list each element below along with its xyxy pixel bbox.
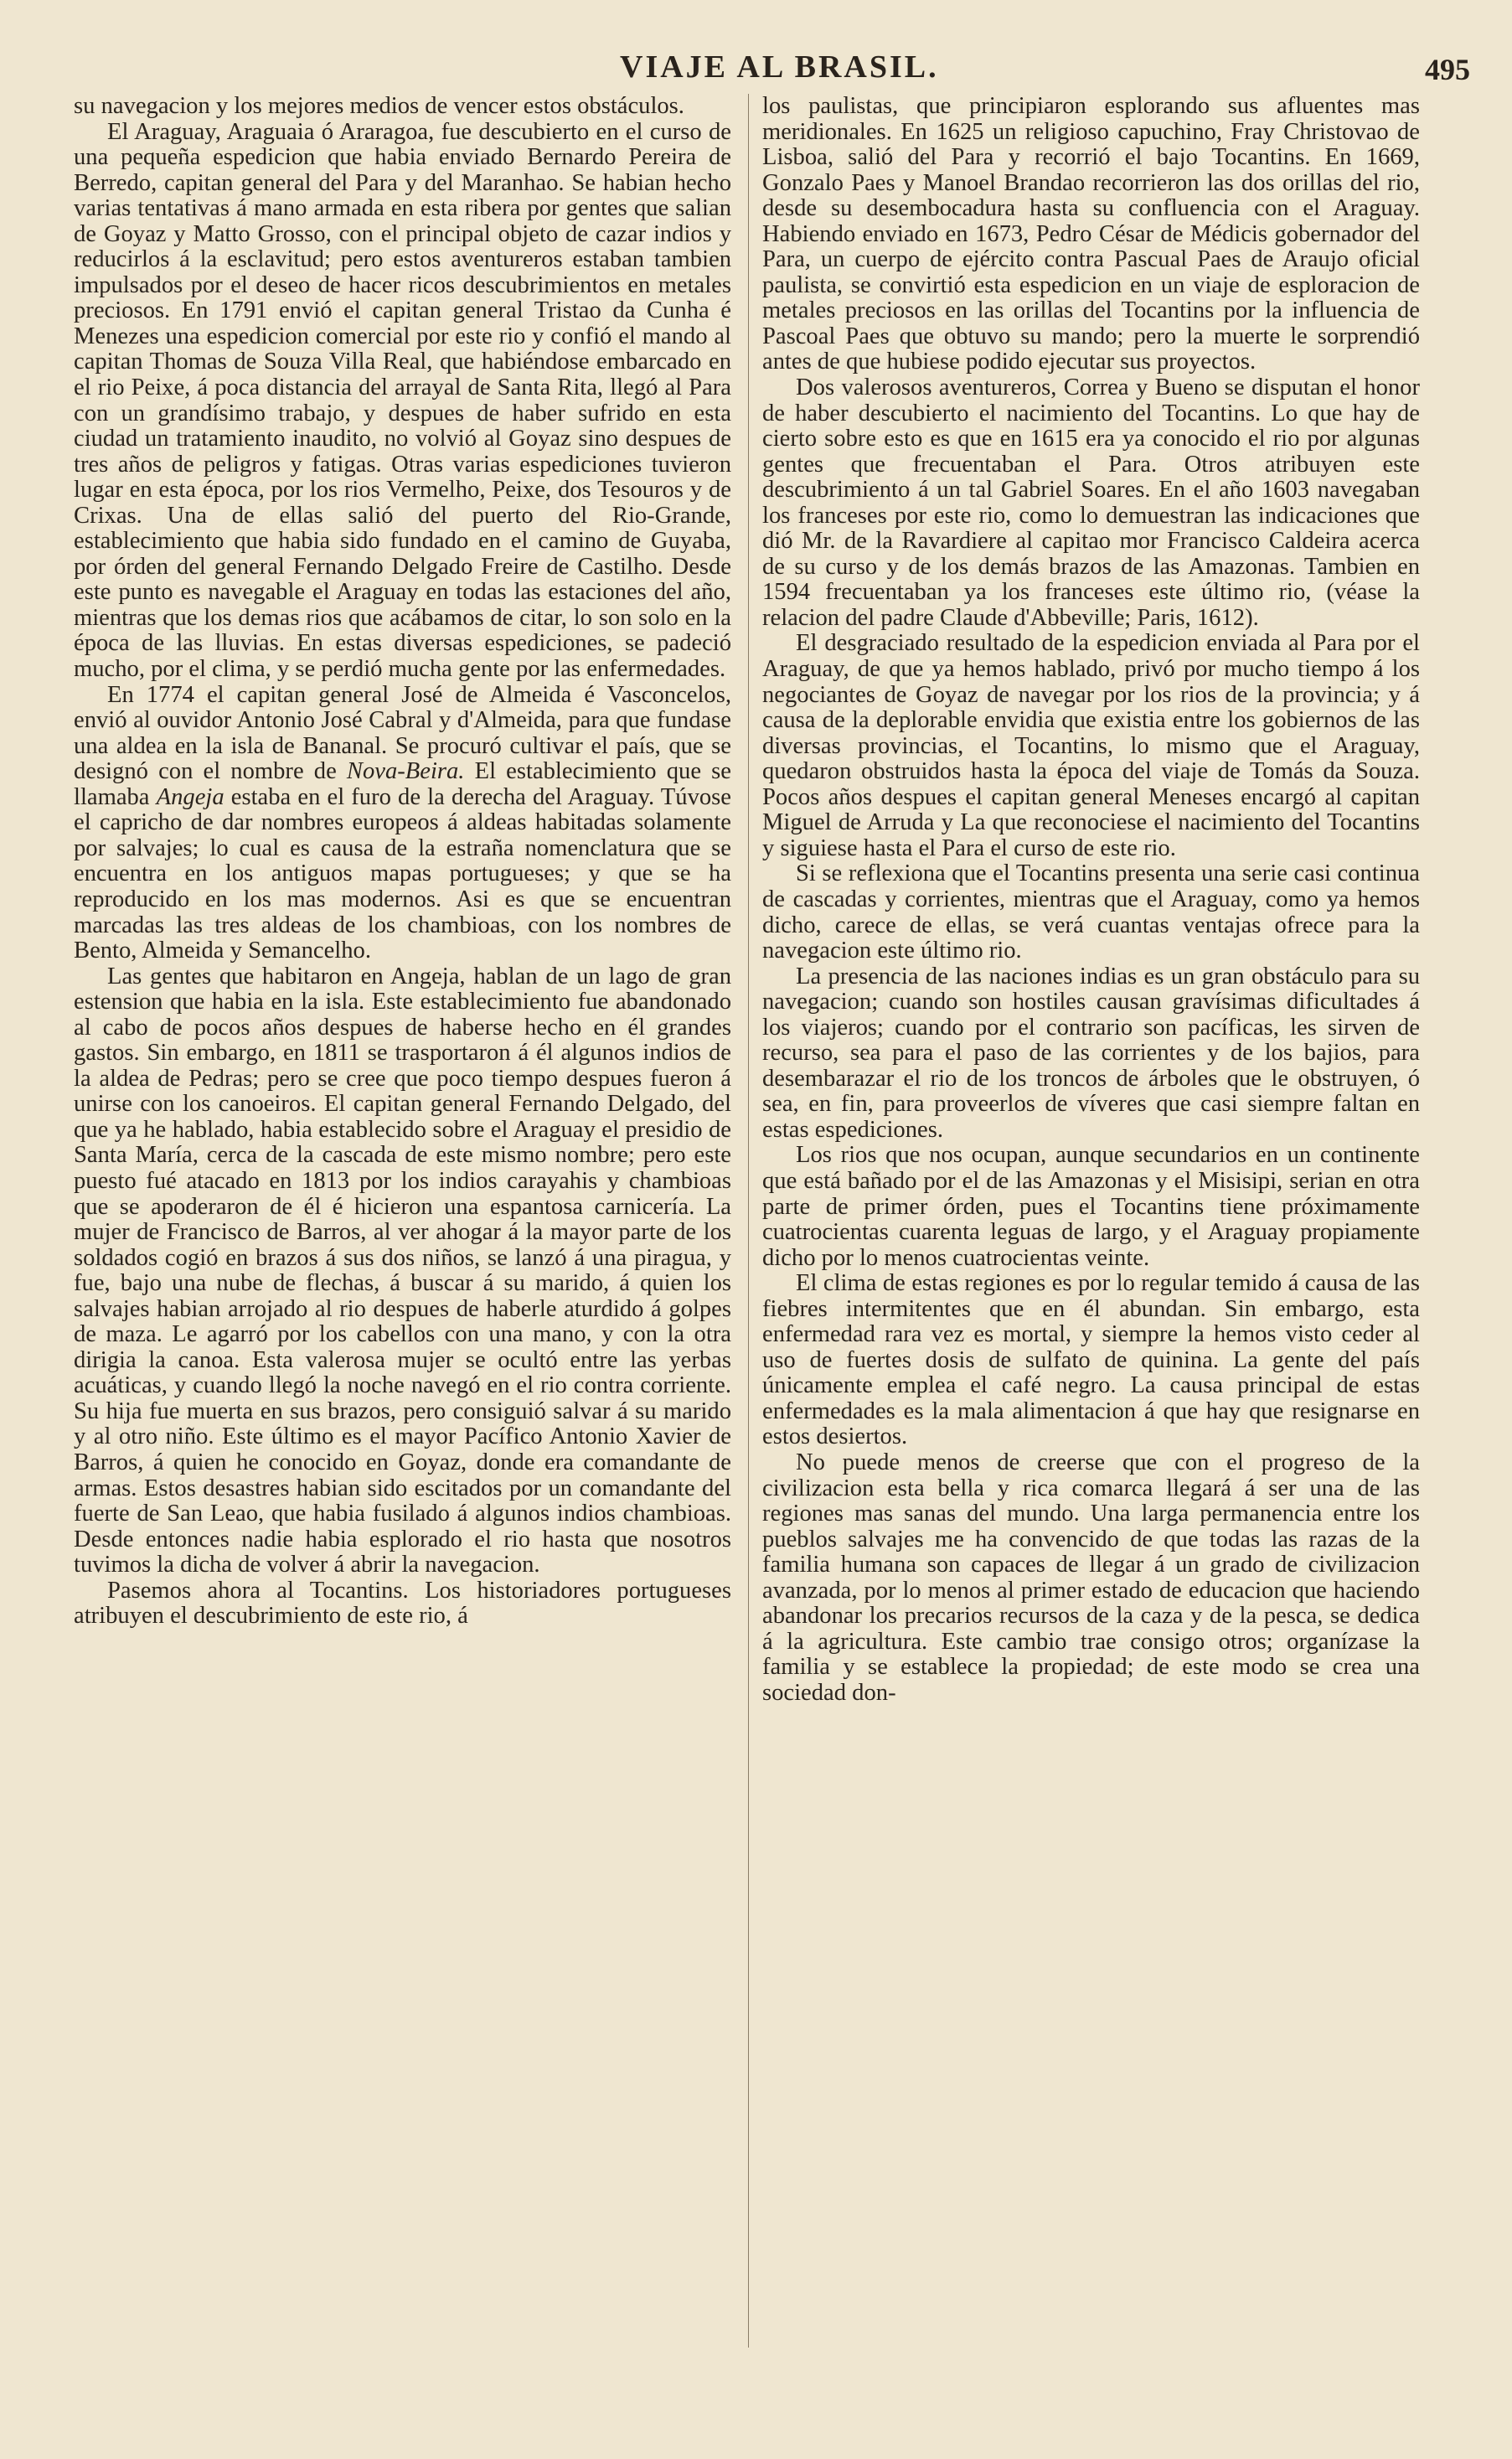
paragraph: Las gentes que habitaron en Angeja, hablan de un lago de gran estension que habia en la isla. Este establecimiento fue abandonado al cabo de pocos años despues de haberse hecho en él grandes gastos. Sin embargo, en 1811 se trasportaron á él algunos indios de la aldea de Pedras; pero se cree que poco tiempo despues fueron á unirse con los canoeiros. El capitan general Fernando Delgado, del que ya he hablado, habia establecido sobre el Araguay el presidio de Santa María, cerca de la cascada de este mismo nombre; pero este puesto fué atacado en 1813 por los indios carayahis y chambioas que se apoderaron de él é hicieron una espantosa carnicería. La mujer de Francisco de Barros, al ver ahogar á la mayor parte de los soldados cogió en brazos á sus dos niños, se lanzó á una piragua, y fue, bajo una nube de flechas, á buscar á su marido, á quien los salvajes habian arrojado al rio despues de haberle aturdido á golpes de maza. Le agarró por los cabellos con una mano, y con la otra dirigia la canoa. Esta valerosa mujer se ocultó entre las yerbas acuáticas, y cuando llegó la noche navegó en el rio contra corriente. Su hija fue muerta en sus brazos, pero consiguió salvar á su marido y al otro niño. Este último es el mayor Pacífico Antonio Xavier de Barros, á quien he conocido en Goyaz, donde era comandante de armas. Estos desastres habian sido escitados por un comandante del fuerte de San Leao, que habia fusilado á algunos indios chambioas. Desde entonces nadie habia esplorado el rio hasta que nosotros tuvimos la dicha de volver á abrir la navegacion. bbox=[74, 963, 731, 1578]
column-divider bbox=[748, 94, 749, 2348]
paragraph: Los rios que nos ocupan, aunque secundarios en un continente que está bañado por el de las Amazonas y el Misisipi, serian en otra parte de primer órden, pues el Tocantins tiene próximamente cuatrocientas cuarenta leguas de largo, y el Araguay propiamente dicho por lo menos cuatrocientas veinte. bbox=[762, 1142, 1420, 1271]
paragraph: Si se reflexiona que el Tocantins presenta una serie casi continua de cascadas y corrientes, mientras que el Araguay, como ya hemos dicho, carece de ellas, se verá cuantas ventajas ofrece para la navegacion este último rio. bbox=[762, 860, 1420, 964]
paragraph-text: El establecimiento que se llamaba bbox=[74, 758, 731, 810]
left-column bbox=[74, 94, 731, 1630]
page-number: 495 bbox=[1425, 53, 1470, 86]
paragraph-text: estaba en el furo de la derecha del Araguay. Túvose el capricho de dar nombres europeos á aldeas habitadas solamente por salvajes; lo cual es causa de la estraña nomenclatura que se encuentra en los antiguos mapas portugueses; y que se ha reproducido en los mas modernos. Asi es que se encuentran marcadas las tres aldeas de los chambioas, con los nombres de Bento, Almeida y Semancelho. bbox=[74, 783, 731, 964]
right-column bbox=[762, 94, 1420, 1706]
paragraph bbox=[74, 683, 731, 964]
paragraph: El Araguay, Araguaia ó Araragoa, fue descubierto en el curso de una pequeña espedicion que habia enviado Bernardo Pereira de Berredo, capitan general del Para y del Maranhao. Se habian hecho varias tentativas á mano armada en esta ribera por gentes que salian de Goyaz y Matto Grosso, con el principal objeto de cazar indios y reducirlos á la esclavitud; pero estos aventureros estaban tambien impulsados por el deseo de hacer ricos descubrimientos en metales preciosos. En 1791 envió el capitan general Tristao da Cunha é Menezes una espedicion comercial por este rio y confió el mando al capitan Thomas de Souza Villa Real, que habiéndose embarcado en el rio Peixe, á poca distancia del arrayal de Santa Rita, llegó al Para con un grandísimo trabajo, y despues de haber sufrido en esta ciudad un tratamiento inaudito, no volvió al Goyaz sino despues de tres años de peligros y fatigas. Otras varias espediciones tuvieron lugar en esta época, por los rios Vermelho, Peixe, dos Tesouros y de Crixas. Una de ellas salió del puerto del Rio-Grande, establecimiento que habia sido fundado en el camino de Guyaba, por órden del general Fernando Delgado Freire de Castilho. Desde este punto es navegable el Araguay en todas las estaciones del año, mientras que los demas rios que acábamos de citar, lo son solo en la época de las lluvias. En estas diversas espediciones, se padeció mucho, por el clima, y se perdió mucha gente por las enfermedades. bbox=[74, 118, 731, 683]
paragraph: Dos valerosos aventureros, Correa y Bueno se disputan el honor de haber descubierto el nacimiento del Tocantins. Lo que hay de cierto sobre esto es que en 1615 era ya conocido el rio por algunas gentes que frecuentaban el Para. Otros atribuyen este descubrimiento á un tal Gabriel Soares. En el año 1603 navegaban los franceses por este rio, como lo demuestran las indicaciones que dió Mr. de la Ravardiere al capitao mor Francisco Caldeira acerca de su curso y de los demás brazos de las Amazonas. Tambien en 1594 frecuentaban ya los franceses este último rio, (véase la relacion del padre Claude d'Abbeville; Paris, 1612). bbox=[762, 375, 1420, 631]
paragraph: La presencia de las naciones indias es un gran obstáculo para su navegacion; cuando son hostiles causan gravísimas dificultades á los viajeros; cuando por el contrario son pacíficas, les sirven de recurso, sea para el paso de las corrientes y de los bajios, para desembarazar el rio de los troncos de árboles que le obstruyen, ó sea, en fin, para proveerlos de víveres que casi siempre faltan en estas espediciones. bbox=[762, 963, 1420, 1143]
paragraph: El desgraciado resultado de la espedicion enviada al Para por el Araguay, de que ya hemos hablado, privó por mucho tiempo á los negociantes de Goyaz de navegar por los rios de la provincia; y á causa de la deplorable envidia que existia entre los gobiernos de las diversas provincias, el Tocantins, lo mismo que el Araguay, quedaron obstruidos hasta la época del viaje de Tomás da Souza. Pocos años despues el capitan general Meneses encargó al capitan Miguel de Arruda y La que reconociese el nacimiento del Tocantins y siguiese hasta el Para el curso de este rio. bbox=[762, 630, 1420, 861]
paragraph: los paulistas, que principiaron esplorando sus afluentes mas meridionales. En 1625 un religioso capuchino, Fray Christovao de Lisboa, salió del Para y recorrió el bajo Tocantins. En 1669, Gonzalo Paes y Manoel Brandao recorrieron las dos orillas del rio, desde su desembocadura hasta su confluencia con el Araguay. Habiendo enviado en 1673, Pedro César de Médicis gobernador del Para, un cuerpo de ejército contra Pascual Paes de Araujo oficial paulista, se convirtió esta espedicion en un viaje de esploracion de metales preciosos en las orillas del Tocantins por la influencia de Pascoal Paes que obtuvo su mando; pero la muerte le sorprendió antes de que hubiese podido ejecutar sus proyectos. bbox=[762, 93, 1420, 375]
paragraph: No puede menos de creerse que con el progreso de la civilizacion esta bella y rica comarca llegará á ser una de las regiones mas sanas del mundo. Una larga permanencia entre los pueblos salvajes me ha convencido de que todas las razas de la familia humana son capaces de llegar á un grado de civilizacion avanzada, por lo menos al primer estado de educacion que haciendo abandonar los precarios recursos de la caza y de la pesca, se dedica á la agricultura. Este cambio trae consigo otros; organízase la familia y se establece la propiedad; de este modo se crea una sociedad don- bbox=[762, 1449, 1420, 1706]
running-title: VIAJE AL BRASIL. bbox=[620, 49, 939, 85]
paragraph: su navegacion y los mejores medios de vencer estos obstáculos. bbox=[74, 93, 684, 119]
paragraph-text: En 1774 el capitan general José de Almeida é Vasconcelos, envió al ouvidor Antonio José Cabral y d'Almeida, para que fundase una aldea en la isla de Bananal. Se procuró cultivar el país, que se designó con el nombre de bbox=[74, 681, 731, 785]
place-name-italic: Angeja bbox=[156, 783, 224, 810]
paragraph: El clima de estas regiones es por lo regular temido á causa de las fiebres intermitentes que en él abundan. Sin embargo, esta enfermedad rara vez es mortal, y siempre la hemos visto ceder al uso de fuertes dosis de sulfato de quinina. La gente del país únicamente emplea el café negro. La causa principal de estas enfermedades es la mala alimentacion á que hay que resignarse en estos desiertos. bbox=[762, 1270, 1420, 1450]
paragraph: Pasemos ahora al Tocantins. Los historiadores portugueses atribuyen el descubrimiento de este rio, á bbox=[74, 1577, 731, 1630]
place-name-italic: Nova-Beira. bbox=[346, 758, 465, 785]
page-header bbox=[0, 49, 1512, 89]
